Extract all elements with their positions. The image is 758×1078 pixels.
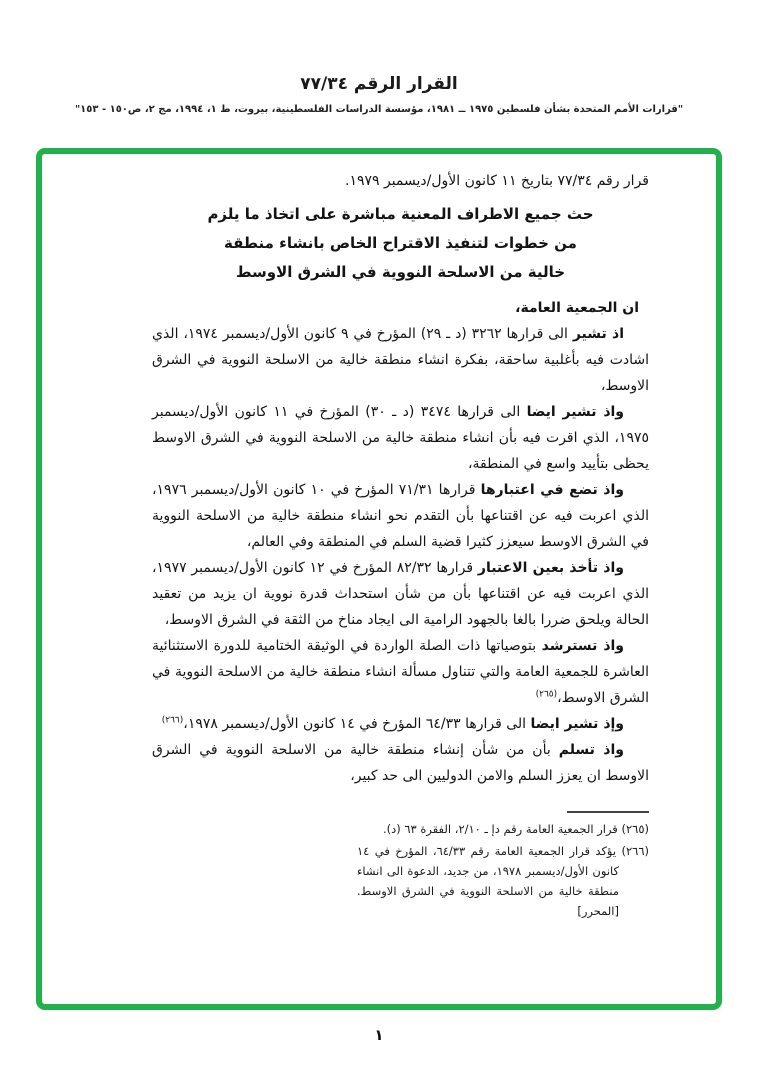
footnote-marker: (٢٦٥): [621, 822, 649, 836]
preamble-paragraph: [152, 321, 649, 399]
footnote-text: يؤكد قرار الجمعية العامة رقم ٦٤/٣٣، المؤرخ في ١٤ كانون الأول/ديسمبر ١٩٧٨، من جديد، الدعوة الى انشاء منطقة خالية من الاسلحة النووية في الشرق الاوسط. [المحرر]: [357, 844, 619, 918]
paragraph-lead: واذ تضع في اعتبارها: [480, 482, 624, 498]
footnote-ref: (٢٦٦): [161, 715, 184, 726]
paragraph-lead: وإذ تشير ايضا: [530, 716, 624, 732]
paragraph-text: الى قرارها ٣٤٧٤ (د ـ ٣٠) المؤرخ في ١١ كانون الأول/ديسمبر ١٩٧٥، الذي اقرت فيه بأن انشاء منطقة خالية من الاسلحة النووية في الشرق الاوسط يحظى بتأييد واسع في المنطقة،: [152, 404, 649, 472]
paragraph-text: قرارها ٧١/٣١ المؤرخ في ١٠ كانون الأول/ديسمبر ١٩٧٦، الذي اعربت فيه عن اقتناعها بأن التقدم نحو انشاء منطقة خالية من الاسلحة النووية في الشرق الاوسط سيعزز كثيرا قضية السلم في المنطقة وفي العالم،: [152, 482, 649, 550]
page-title: القرار الرقم ٧٧/٣٤: [300, 74, 458, 94]
resolution-intro-line: قرار رقم ٧٧/٣٤ بتاريخ ١١ كانون الأول/ديسمبر ١٩٧٩.: [345, 173, 649, 189]
preamble-paragraph: [152, 711, 649, 737]
paragraph-lead: اذ تشير: [572, 326, 624, 342]
paragraph-text: بتوصياتها ذات الصلة الواردة في الوثيقة الختامية للدورة الاستثنائية العاشرة للجمعية العامة والتي تتناول مسألة انشاء منطقة خالية من الاسلحة النووية في الشرق الاوسط،: [152, 638, 649, 706]
paragraph-lead: واذ تسلم: [558, 742, 624, 758]
paragraph-lead: واذ تشير ايضا: [526, 404, 625, 420]
resolution-heading-line: من خطوات لتنفيذ الاقتراح الخاص بانشاء منطقة: [224, 234, 577, 252]
page-number: ١: [374, 1026, 384, 1044]
footnotes-section: [357, 819, 649, 921]
source-citation: "قرارات الأمم المتحدة بشأن فلسطين ١٩٧٥ ــ ١٩٨١، مؤسسة الدراسات الفلسطينية، بيروت، ط ١، ١٩٩٤، مج ٢، ص١٥٠ - ١٥٣": [74, 104, 684, 115]
resolution-heading: [152, 200, 649, 287]
paragraph-text: قرارها ٨٢/٣٢ المؤرخ في ١٢ كانون الأول/ديسمبر ١٩٧٧، الذي اعربت فيه عن اقتناعها بأن من شأن استحداث قدرة نووية ان يزيد من تعقيد الحالة ويلحق ضررا بالغا بالجهود الرامية الى ايجاد مناخ من الثقة في الشرق الاوسط،: [152, 560, 649, 628]
footnote: [357, 841, 649, 921]
paragraph-lead: واذ تأخذ بعين الاعتبار: [477, 560, 624, 576]
paragraph-text: بأن من شأن إنشاء منطقة خالية من الاسلحة النووية في الشرق الاوسط ان يعزز السلم والامن الدوليين الى حد كبير،: [152, 742, 649, 784]
preamble-paragraph: [152, 399, 649, 477]
scanned-text-area: [42, 154, 716, 1004]
resolution-heading-line: حث جميع الاطراف المعنية مباشرة على اتخاذ ما يلزم: [207, 205, 594, 223]
footnote-separator: [567, 811, 649, 813]
paragraph-text: الى قرارها ٦٤/٣٣ المؤرخ في ١٤ كانون الأول/ديسمبر ١٩٧٨،: [183, 716, 527, 732]
paragraph-text: الى قرارها ٣٢٦٢ (د ـ ٢٩) المؤرخ في ٩ كانون الأول/ديسمبر ١٩٧٤، الذي اشادت فيه بأغلبية ساحقة، بفكرة انشاء منطقة خالية من الاسلحة النووية في الشرق الاوسط،: [152, 326, 649, 394]
footnote-marker: (٢٦٦): [621, 844, 649, 858]
resolution-heading-line: خالية من الاسلحة النووية في الشرق الاوسط: [235, 263, 566, 281]
assembly-opening: ان الجمعية العامة،: [515, 300, 639, 316]
preamble-paragraph: [152, 633, 649, 711]
preamble-paragraph: [152, 477, 649, 555]
preamble-paragraph: [152, 555, 649, 633]
footnote-text: قرار الجمعية العامة رقم دإ ـ ٢/١٠، الفقرة ٦٣ (د).: [382, 822, 618, 836]
preamble-paragraph: [152, 737, 649, 789]
footnote-ref: (٢٦٥): [535, 689, 558, 700]
footnote: [357, 819, 649, 839]
paragraph-lead: واذ تسترشد: [541, 638, 625, 654]
annotation-box: [36, 148, 722, 1010]
